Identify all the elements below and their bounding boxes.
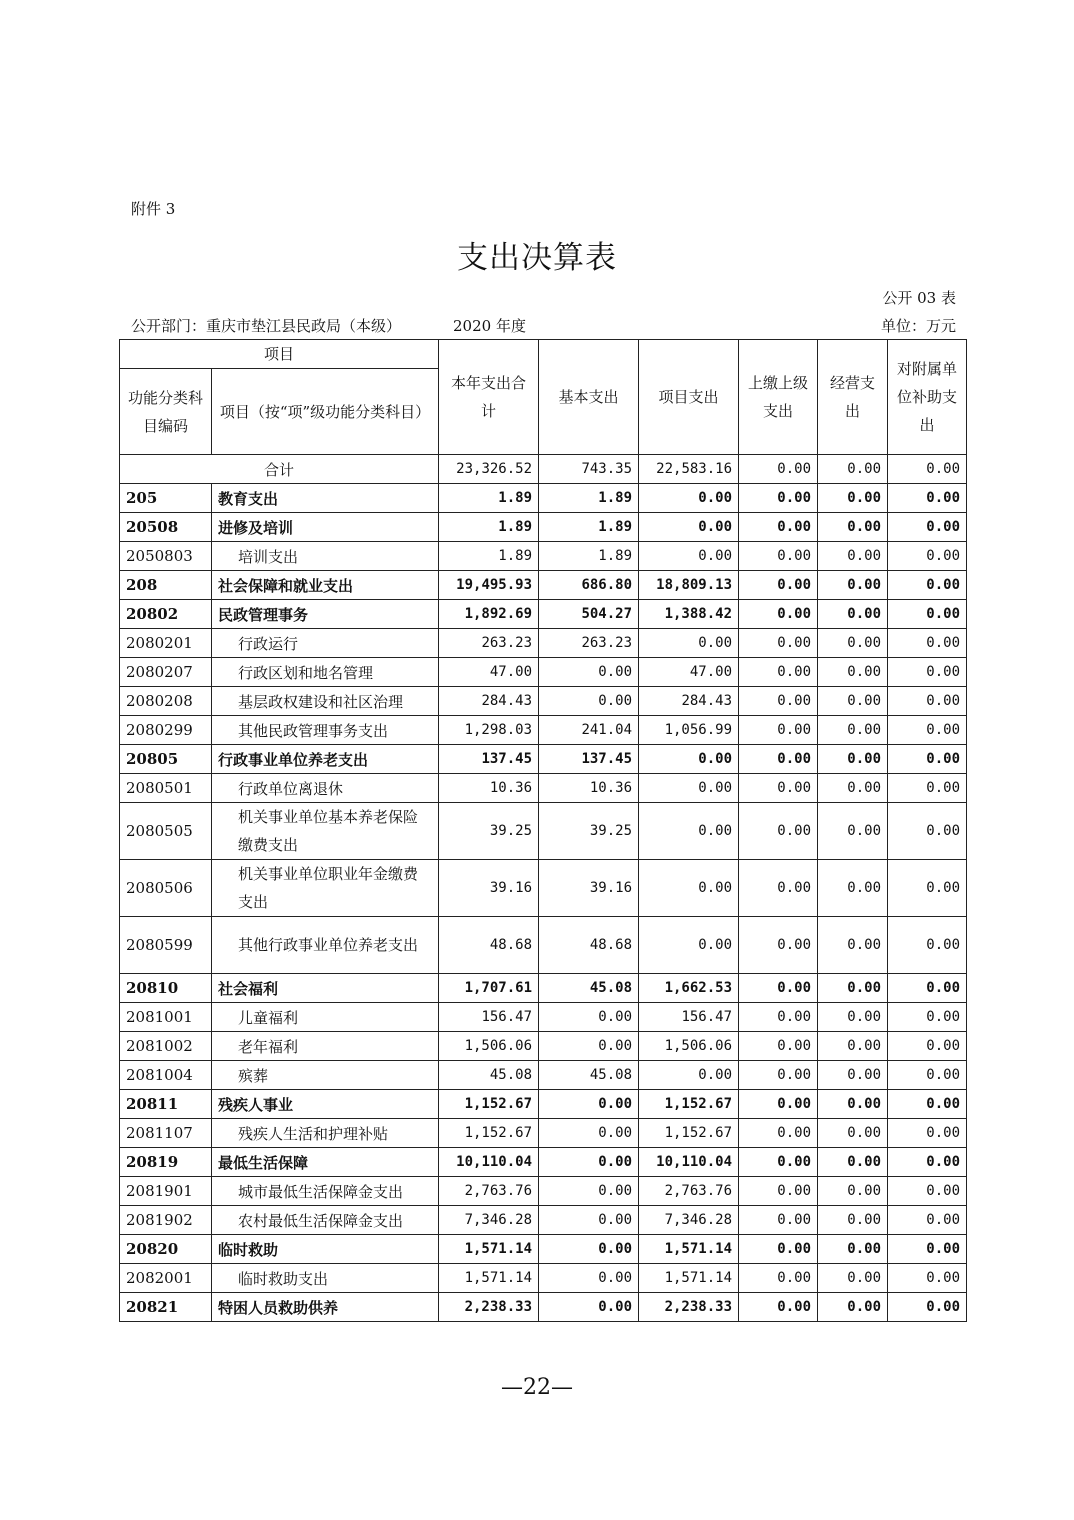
total-cell: 7,346.28 <box>439 1206 539 1235</box>
code-cell: 2080207 <box>120 658 212 687</box>
upper-cell: 0.00 <box>739 1032 818 1061</box>
business-cell: 0.00 <box>818 1293 888 1322</box>
upper-cell: 0.00 <box>739 1206 818 1235</box>
code-cell: 2081901 <box>120 1177 212 1206</box>
name-cell: 城市最低生活保障金支出 <box>212 1177 439 1206</box>
code-cell: 2080599 <box>120 917 212 974</box>
upper-cell: 0.00 <box>739 1235 818 1264</box>
project-cell: 0.00 <box>639 803 739 860</box>
project-cell: 2,763.76 <box>639 1177 739 1206</box>
upper-cell: 0.00 <box>739 484 818 513</box>
name-cell: 老年福利 <box>212 1032 439 1061</box>
table-row <box>120 1032 967 1061</box>
project-cell: 1,152.67 <box>639 1119 739 1148</box>
project-cell: 0.00 <box>639 542 739 571</box>
department-label: 公开部门：重庆市垫江县民政局（本级） <box>131 317 402 335</box>
upper-cell: 0.00 <box>739 1119 818 1148</box>
code-cell: 2080201 <box>120 629 212 658</box>
name-cell: 特困人员救助供养 <box>212 1293 439 1322</box>
basic-cell: 45.08 <box>539 1061 639 1090</box>
business-cell: 0.00 <box>818 1264 888 1293</box>
name-cell: 其他行政事业单位养老支出 <box>212 917 439 974</box>
business-cell: 0.00 <box>818 1206 888 1235</box>
subsidy-cell: 0.00 <box>888 1032 967 1061</box>
total-cell: 1,152.67 <box>439 1119 539 1148</box>
subsidy-cell: 0.00 <box>888 571 967 600</box>
total-cell: 10,110.04 <box>439 1148 539 1177</box>
total-cell: 39.16 <box>439 860 539 917</box>
table-row <box>120 658 967 687</box>
name-cell: 残疾人事业 <box>212 1090 439 1119</box>
table-row <box>120 484 967 513</box>
subsidy-cell: 0.00 <box>888 745 967 774</box>
business-cell: 0.00 <box>818 513 888 542</box>
table-row <box>120 974 967 1003</box>
name-cell: 其他民政管理事务支出 <box>212 716 439 745</box>
total-cell: 1,892.69 <box>439 600 539 629</box>
total-cell: 1,571.14 <box>439 1264 539 1293</box>
code-cell: 20811 <box>120 1090 212 1119</box>
subsidy-cell: 0.00 <box>888 774 967 803</box>
business-cell: 0.00 <box>818 1148 888 1177</box>
basic-cell: 743.35 <box>539 455 639 484</box>
total-cell: 1,707.61 <box>439 974 539 1003</box>
upper-cell: 0.00 <box>739 917 818 974</box>
basic-cell: 0.00 <box>539 1090 639 1119</box>
header-upper: 上缴上级支出 <box>739 340 818 455</box>
expenditure-table <box>119 339 967 1322</box>
name-cell: 培训支出 <box>212 542 439 571</box>
basic-cell: 39.25 <box>539 803 639 860</box>
code-cell: 2081107 <box>120 1119 212 1148</box>
business-cell: 0.00 <box>818 658 888 687</box>
table-row <box>120 571 967 600</box>
code-cell: 20819 <box>120 1148 212 1177</box>
name-cell: 残疾人生活和护理补贴 <box>212 1119 439 1148</box>
subsidy-cell: 0.00 <box>888 1119 967 1148</box>
total-cell: 48.68 <box>439 917 539 974</box>
project-cell: 1,388.42 <box>639 600 739 629</box>
upper-cell: 0.00 <box>739 1293 818 1322</box>
code-cell: 20810 <box>120 974 212 1003</box>
upper-cell: 0.00 <box>739 974 818 1003</box>
project-cell: 0.00 <box>639 1061 739 1090</box>
upper-cell: 0.00 <box>739 1177 818 1206</box>
project-cell: 1,506.06 <box>639 1032 739 1061</box>
subsidy-cell: 0.00 <box>888 600 967 629</box>
table-row <box>120 1061 967 1090</box>
business-cell: 0.00 <box>818 600 888 629</box>
name-cell: 行政单位离退休 <box>212 774 439 803</box>
code-cell: 2080208 <box>120 687 212 716</box>
code-cell: 2080299 <box>120 716 212 745</box>
total-label: 合计 <box>120 455 439 484</box>
basic-cell: 45.08 <box>539 974 639 1003</box>
business-cell: 0.00 <box>818 774 888 803</box>
name-cell: 社会保障和就业支出 <box>212 571 439 600</box>
project-cell: 1,571.14 <box>639 1235 739 1264</box>
table-row <box>120 687 967 716</box>
business-cell: 0.00 <box>818 455 888 484</box>
header-basic: 基本支出 <box>539 340 639 455</box>
project-cell: 0.00 <box>639 774 739 803</box>
table-row <box>120 513 967 542</box>
attachment-label: 附件 3 <box>131 200 176 218</box>
total-cell: 23,326.52 <box>439 455 539 484</box>
form-number: 公开 03 表 <box>882 289 956 307</box>
name-cell: 进修及培训 <box>212 513 439 542</box>
project-cell: 284.43 <box>639 687 739 716</box>
name-cell: 基层政权建设和社区治理 <box>212 687 439 716</box>
basic-cell: 263.23 <box>539 629 639 658</box>
basic-cell: 0.00 <box>539 1032 639 1061</box>
upper-cell: 0.00 <box>739 745 818 774</box>
code-cell: 20820 <box>120 1235 212 1264</box>
business-cell: 0.00 <box>818 1032 888 1061</box>
upper-cell: 0.00 <box>739 513 818 542</box>
business-cell: 0.00 <box>818 716 888 745</box>
name-cell: 行政运行 <box>212 629 439 658</box>
table-row <box>120 774 967 803</box>
table-row <box>120 1206 967 1235</box>
project-cell: 1,152.67 <box>639 1090 739 1119</box>
project-cell: 1,056.99 <box>639 716 739 745</box>
subsidy-cell: 0.00 <box>888 629 967 658</box>
total-cell: 1.89 <box>439 484 539 513</box>
unit-label: 单位：万元 <box>880 317 956 335</box>
subsidy-cell: 0.00 <box>888 803 967 860</box>
subsidy-cell: 0.00 <box>888 1206 967 1235</box>
code-cell: 208 <box>120 571 212 600</box>
header-project: 项目支出 <box>639 340 739 455</box>
table-row <box>120 1148 967 1177</box>
table-row <box>120 1264 967 1293</box>
subsidy-cell: 0.00 <box>888 974 967 1003</box>
subsidy-cell: 0.00 <box>888 917 967 974</box>
basic-cell: 39.16 <box>539 860 639 917</box>
upper-cell: 0.00 <box>739 1148 818 1177</box>
header-total: 本年支出合计 <box>439 340 539 455</box>
business-cell: 0.00 <box>818 745 888 774</box>
code-cell: 2080501 <box>120 774 212 803</box>
total-cell: 137.45 <box>439 745 539 774</box>
basic-cell: 137.45 <box>539 745 639 774</box>
meta-row <box>131 315 956 335</box>
upper-cell: 0.00 <box>739 687 818 716</box>
project-cell: 22,583.16 <box>639 455 739 484</box>
subsidy-cell: 0.00 <box>888 687 967 716</box>
code-cell: 2081004 <box>120 1061 212 1090</box>
business-cell: 0.00 <box>818 571 888 600</box>
name-cell: 教育支出 <box>212 484 439 513</box>
project-cell: 2,238.33 <box>639 1293 739 1322</box>
project-cell: 18,809.13 <box>639 571 739 600</box>
name-cell: 社会福利 <box>212 974 439 1003</box>
code-cell: 2080506 <box>120 860 212 917</box>
upper-cell: 0.00 <box>739 716 818 745</box>
basic-cell: 1.89 <box>539 484 639 513</box>
business-cell: 0.00 <box>818 860 888 917</box>
page-title: 支出决算表 <box>457 240 617 276</box>
project-cell: 10,110.04 <box>639 1148 739 1177</box>
project-cell: 1,662.53 <box>639 974 739 1003</box>
business-cell: 0.00 <box>818 974 888 1003</box>
code-cell: 2081001 <box>120 1003 212 1032</box>
total-cell: 1.89 <box>439 542 539 571</box>
subsidy-cell: 0.00 <box>888 1264 967 1293</box>
project-cell: 0.00 <box>639 745 739 774</box>
basic-cell: 0.00 <box>539 1119 639 1148</box>
total-cell: 19,495.93 <box>439 571 539 600</box>
total-cell: 156.47 <box>439 1003 539 1032</box>
basic-cell: 504.27 <box>539 600 639 629</box>
table-row <box>120 917 967 974</box>
business-cell: 0.00 <box>818 629 888 658</box>
code-cell: 20508 <box>120 513 212 542</box>
header-item-group: 项目 <box>120 340 439 369</box>
code-cell: 2081002 <box>120 1032 212 1061</box>
upper-cell: 0.00 <box>739 1090 818 1119</box>
header-subsidy: 对附属单位补助支出 <box>888 340 967 455</box>
name-cell: 农村最低生活保障金支出 <box>212 1206 439 1235</box>
subsidy-cell: 0.00 <box>888 1061 967 1090</box>
table-row <box>120 716 967 745</box>
name-cell: 机关事业单位基本养老保险缴费支出 <box>212 803 439 860</box>
total-cell: 2,238.33 <box>439 1293 539 1322</box>
project-cell: 1,571.14 <box>639 1264 739 1293</box>
total-cell: 1.89 <box>439 513 539 542</box>
name-cell: 殡葬 <box>212 1061 439 1090</box>
total-cell: 1,506.06 <box>439 1032 539 1061</box>
subsidy-cell: 0.00 <box>888 542 967 571</box>
header-name: 项目（按“项”级功能分类科目） <box>212 369 439 455</box>
code-cell: 20802 <box>120 600 212 629</box>
total-cell: 39.25 <box>439 803 539 860</box>
upper-cell: 0.00 <box>739 571 818 600</box>
basic-cell: 0.00 <box>539 1264 639 1293</box>
subsidy-cell: 0.00 <box>888 1235 967 1264</box>
business-cell: 0.00 <box>818 542 888 571</box>
code-cell: 2082001 <box>120 1264 212 1293</box>
subsidy-cell: 0.00 <box>888 1293 967 1322</box>
project-cell: 0.00 <box>639 860 739 917</box>
table-row <box>120 1119 967 1148</box>
name-cell: 民政管理事务 <box>212 600 439 629</box>
upper-cell: 0.00 <box>739 860 818 917</box>
business-cell: 0.00 <box>818 1003 888 1032</box>
total-cell: 10.36 <box>439 774 539 803</box>
total-cell: 45.08 <box>439 1061 539 1090</box>
upper-cell: 0.00 <box>739 658 818 687</box>
basic-cell: 241.04 <box>539 716 639 745</box>
business-cell: 0.00 <box>818 1090 888 1119</box>
basic-cell: 0.00 <box>539 658 639 687</box>
upper-cell: 0.00 <box>739 455 818 484</box>
name-cell: 最低生活保障 <box>212 1148 439 1177</box>
project-cell: 47.00 <box>639 658 739 687</box>
basic-cell: 1.89 <box>539 542 639 571</box>
business-cell: 0.00 <box>818 1061 888 1090</box>
year-label: 2020 年度 <box>453 317 526 335</box>
total-cell: 1,298.03 <box>439 716 539 745</box>
business-cell: 0.00 <box>818 484 888 513</box>
business-cell: 0.00 <box>818 1235 888 1264</box>
subsidy-cell: 0.00 <box>888 484 967 513</box>
table-row <box>120 1235 967 1264</box>
project-cell: 0.00 <box>639 629 739 658</box>
code-cell: 2081902 <box>120 1206 212 1235</box>
upper-cell: 0.00 <box>739 629 818 658</box>
upper-cell: 0.00 <box>739 1264 818 1293</box>
name-cell: 行政区划和地名管理 <box>212 658 439 687</box>
business-cell: 0.00 <box>818 687 888 716</box>
subsidy-cell: 0.00 <box>888 513 967 542</box>
project-cell: 0.00 <box>639 917 739 974</box>
subsidy-cell: 0.00 <box>888 1090 967 1119</box>
header-business: 经营支出 <box>818 340 888 455</box>
subsidy-cell: 0.00 <box>888 1177 967 1206</box>
table-row <box>120 745 967 774</box>
table-row <box>120 600 967 629</box>
upper-cell: 0.00 <box>739 1061 818 1090</box>
name-cell: 临时救助 <box>212 1235 439 1264</box>
code-cell: 205 <box>120 484 212 513</box>
name-cell: 临时救助支出 <box>212 1264 439 1293</box>
total-cell: 1,152.67 <box>439 1090 539 1119</box>
subsidy-cell: 0.00 <box>888 1003 967 1032</box>
basic-cell: 10.36 <box>539 774 639 803</box>
business-cell: 0.00 <box>818 917 888 974</box>
total-cell: 47.00 <box>439 658 539 687</box>
name-cell: 行政事业单位养老支出 <box>212 745 439 774</box>
code-cell: 2080505 <box>120 803 212 860</box>
business-cell: 0.00 <box>818 1177 888 1206</box>
code-cell: 20805 <box>120 745 212 774</box>
total-cell: 263.23 <box>439 629 539 658</box>
business-cell: 0.00 <box>818 803 888 860</box>
project-cell: 0.00 <box>639 513 739 542</box>
subsidy-cell: 0.00 <box>888 1148 967 1177</box>
basic-cell: 0.00 <box>539 687 639 716</box>
subsidy-cell: 0.00 <box>888 716 967 745</box>
subsidy-cell: 0.00 <box>888 860 967 917</box>
table-row <box>120 629 967 658</box>
subsidy-cell: 0.00 <box>888 658 967 687</box>
basic-cell: 686.80 <box>539 571 639 600</box>
table-row <box>120 1090 967 1119</box>
upper-cell: 0.00 <box>739 774 818 803</box>
basic-cell: 0.00 <box>539 1206 639 1235</box>
basic-cell: 0.00 <box>539 1003 639 1032</box>
header-code: 功能分类科目编码 <box>120 369 212 455</box>
total-cell: 2,763.76 <box>439 1177 539 1206</box>
basic-cell: 1.89 <box>539 513 639 542</box>
basic-cell: 0.00 <box>539 1235 639 1264</box>
subsidy-cell: 0.00 <box>888 455 967 484</box>
name-cell: 机关事业单位职业年金缴费支出 <box>212 860 439 917</box>
table-row <box>120 1003 967 1032</box>
table-row <box>120 1177 967 1206</box>
code-cell: 2050803 <box>120 542 212 571</box>
table-row <box>120 542 967 571</box>
project-cell: 0.00 <box>639 484 739 513</box>
table-row <box>120 1293 967 1322</box>
table-row <box>120 803 967 860</box>
total-cell: 284.43 <box>439 687 539 716</box>
business-cell: 0.00 <box>818 1119 888 1148</box>
total-row <box>120 455 967 484</box>
basic-cell: 0.00 <box>539 1148 639 1177</box>
total-cell: 1,571.14 <box>439 1235 539 1264</box>
project-cell: 156.47 <box>639 1003 739 1032</box>
code-cell: 20821 <box>120 1293 212 1322</box>
basic-cell: 0.00 <box>539 1293 639 1322</box>
project-cell: 7,346.28 <box>639 1206 739 1235</box>
upper-cell: 0.00 <box>739 1003 818 1032</box>
basic-cell: 48.68 <box>539 917 639 974</box>
upper-cell: 0.00 <box>739 542 818 571</box>
table-row <box>120 860 967 917</box>
page-number: —22— <box>501 1375 573 1400</box>
upper-cell: 0.00 <box>739 600 818 629</box>
upper-cell: 0.00 <box>739 803 818 860</box>
name-cell: 儿童福利 <box>212 1003 439 1032</box>
basic-cell: 0.00 <box>539 1177 639 1206</box>
